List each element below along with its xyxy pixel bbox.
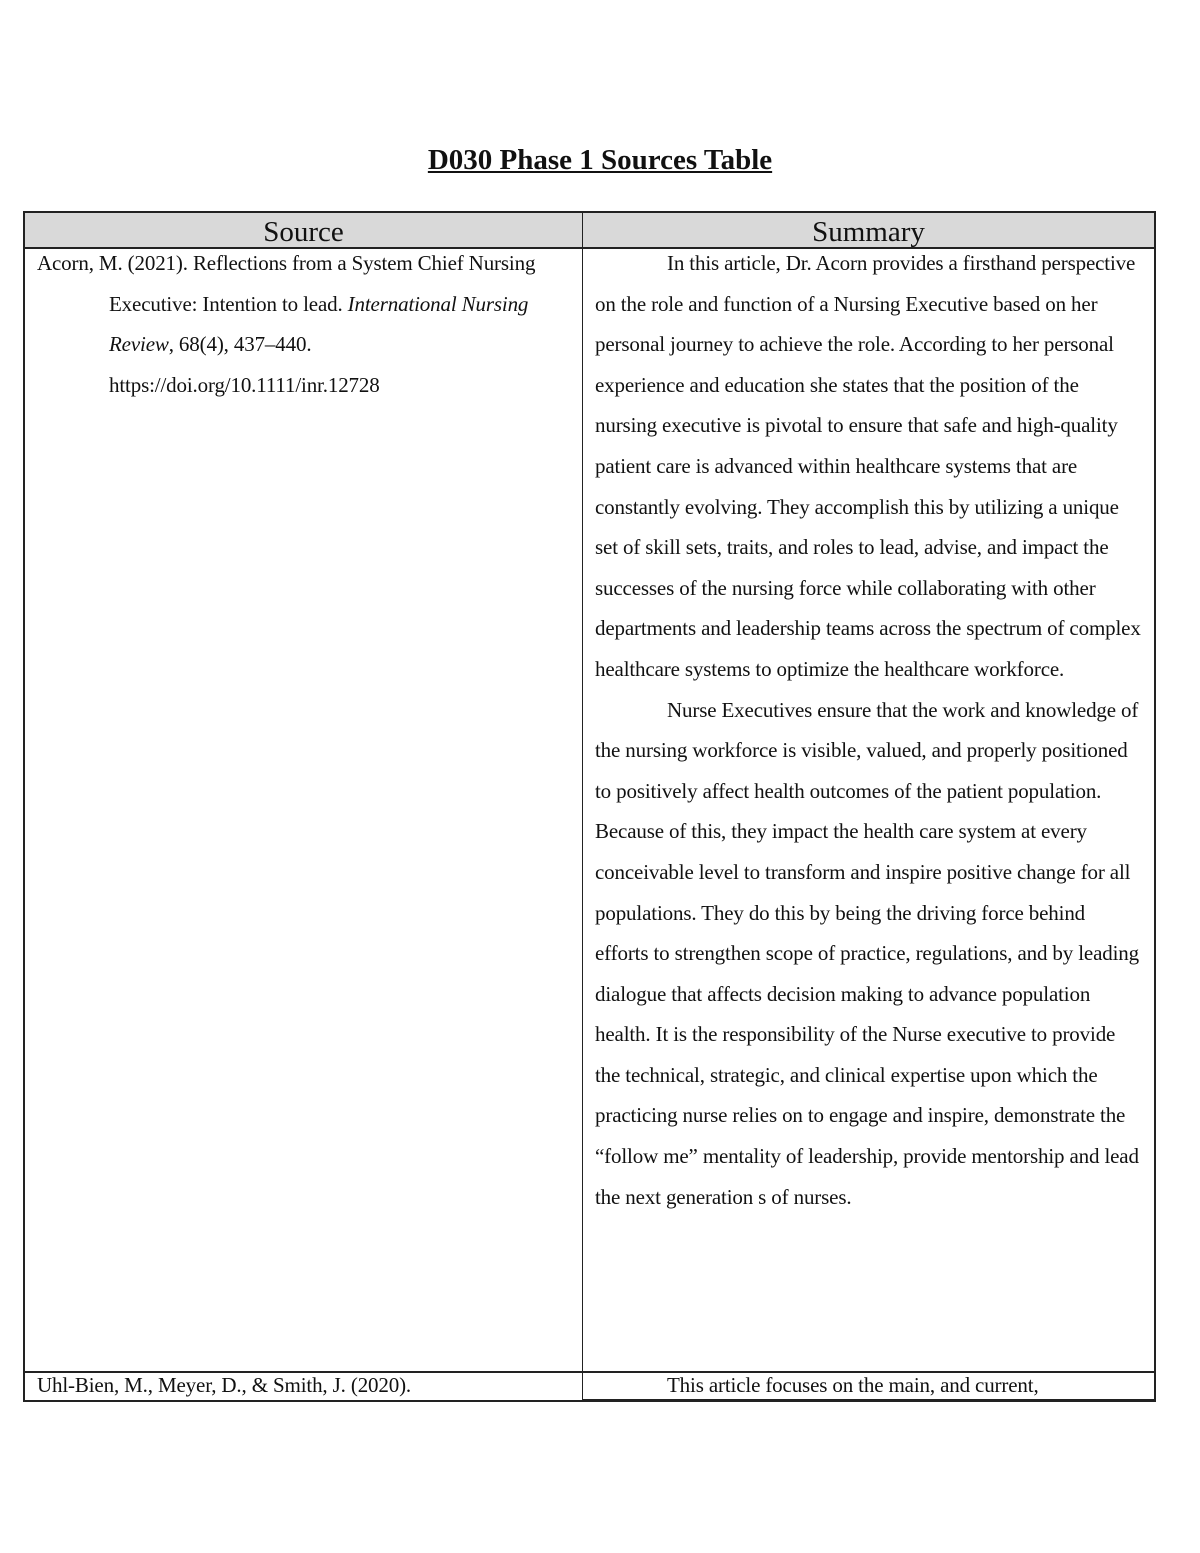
citation [37,1368,572,1402]
citation-authors: Acorn, M. (2021). [37,251,193,275]
table-row [25,249,1154,1373]
document-title: D030 Phase 1 Sources Table [427,144,773,176]
summary-paragraph: Nurse Executives ensure that the work and knowledge of the nursing workforce is visible, valued, and properly positioned to positively affect health outcomes of the patient population. Because of this, they impact the health care system at every conceivable level to transform and inspire positive change for all populations. They do this by being the driving force behind efforts to strengthen scope of practice, regulations, and by leading dialogue that affects decision making to advance population health. It is the responsibility of the Nurse executive to provide the technical, strategic, and clinical expertise upon which the practicing nurse relies on to engage and inspire, demonstrate the “follow me” mentality of leadership, provide mentorship and lead the next generation s of nurses. [595,697,1139,1209]
citation-details: , 68(4), 437–440. https://doi.org/10.1111/inr.12728 [109,332,380,397]
citation-article-title: Reflections from a System Chief Nursing Executive: Intention to lead. [109,251,536,316]
citation [37,243,572,405]
summary-paragraph: This article focuses on the main, and current, [667,1373,1039,1397]
sources-table [23,211,1156,1402]
source-column-header: Source [25,213,583,247]
citation-journal: International Nursing Review [109,291,529,357]
summary-paragraph: In this article, Dr. Acorn provides a firsthand perspective on the role and function of a Nursing Executive based on her personal journey to achieve the role. According to her personal experience and education she states that the position of the nursing executive is pivotal to ensure that safe and high-quality patient care is advanced within healthcare systems that are constantly evolving. They accomplish this by utilizing a unique set of skill sets, traits, and roles to lead, advise, and impact the successes of the nursing force while collaborating with other departments and leadership teams across the spectrum of complex healthcare systems to optimize the healthcare workforce. [595,251,1141,681]
source-cell [25,249,583,1371]
summary-cell [583,249,1154,1371]
summary-column-header: Summary [812,216,925,248]
table-row [25,1373,1154,1400]
summary-cell [583,1373,1154,1400]
source-cell [25,1373,583,1400]
citation-authors: Uhl-Bien, M., Meyer, D., & Smith, J. (2020). [37,1373,412,1397]
